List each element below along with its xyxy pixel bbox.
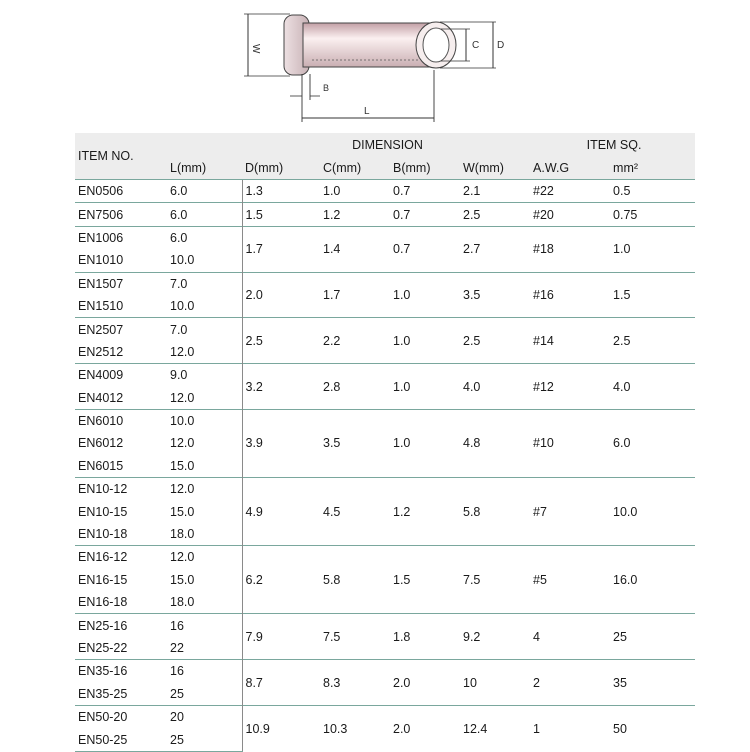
cell-c: 2.2 [320, 318, 390, 364]
cell-d: 1.7 [242, 226, 320, 272]
cell-l: 25 [167, 683, 242, 706]
cell-d: 1.5 [242, 203, 320, 226]
cell-l: 10.0 [167, 295, 242, 318]
cell-item-no: EN25-22 [78, 641, 128, 655]
header-item-no: ITEM NO. [78, 149, 134, 163]
cell-awg: #7 [530, 478, 610, 546]
cell-item-no: EN50-25 [75, 728, 167, 751]
cell-l: 15.0 [167, 569, 242, 591]
cell-d: 6.2 [242, 546, 320, 614]
cell-item-no: EN10-12 [75, 478, 167, 501]
cell-item-no: EN4009 [75, 364, 167, 387]
cell-mm2: 1.0 [610, 226, 695, 272]
cell-l: 22 [167, 637, 242, 660]
diagram-label-d: D [497, 40, 505, 51]
cell-c: 3.5 [320, 409, 390, 477]
cell-awg: #18 [530, 226, 610, 272]
table-row [75, 318, 695, 341]
cell-awg: #20 [530, 203, 610, 226]
cell-item-no: EN6012 [78, 436, 124, 451]
cell-w: 3.5 [460, 272, 530, 318]
cell-item-no: EN25-16 [75, 614, 167, 637]
header-item-sq: ITEM SQ. [586, 137, 642, 152]
table-row [75, 364, 695, 387]
cell-item-no: EN16-18 [78, 595, 128, 610]
cell-w: 5.8 [460, 478, 530, 546]
cell-item-no: EN6015 [78, 458, 124, 473]
cell-d: 2.0 [242, 272, 320, 318]
header-mm2: mm² [610, 156, 695, 180]
cell-item-no: EN2507 [75, 318, 167, 341]
cell-mm2: 0.5 [610, 180, 695, 203]
cell-mm2: 16.0 [610, 546, 695, 614]
cell-d: 4.9 [242, 478, 320, 546]
cell-b: 0.7 [390, 203, 460, 226]
diagram-label-w: W [250, 44, 261, 54]
cell-d: 2.5 [242, 318, 320, 364]
cell-d: 3.2 [242, 364, 320, 410]
cell-w: 12.4 [460, 705, 530, 751]
cell-item-no: EN1010 [78, 253, 124, 268]
cell-item-no: EN10-15 [78, 504, 128, 519]
cell-item-no: EN1510 [78, 299, 124, 314]
cell-b: 1.0 [390, 272, 460, 318]
cell-l: 12.0 [167, 387, 242, 410]
cell-mm2: 6.0 [610, 409, 695, 477]
cell-d: 3.9 [242, 409, 320, 477]
cell-item-no: EN0506 [75, 180, 167, 203]
cell-d: 8.7 [242, 660, 320, 706]
cell-l: 7.0 [167, 272, 242, 295]
cell-l: 12.0 [167, 478, 242, 501]
cell-b: 0.7 [390, 180, 460, 203]
ferrule-spec-table [75, 133, 695, 752]
cell-l: 12.0 [167, 432, 242, 454]
cell-l: 12.0 [167, 341, 242, 364]
cell-l: 12.0 [167, 546, 242, 569]
cell-b: 1.2 [390, 478, 460, 546]
cell-w: 7.5 [460, 546, 530, 614]
table-row [75, 409, 695, 432]
ferrule-dimension-diagram [0, 0, 750, 130]
table-row [75, 660, 695, 683]
cell-awg: #14 [530, 318, 610, 364]
cell-l: 6.0 [167, 203, 242, 226]
cell-l: 18.0 [167, 591, 242, 614]
diagram-label-l: L [364, 106, 370, 117]
cell-b: 1.8 [390, 614, 460, 660]
cell-c: 1.7 [320, 272, 390, 318]
cell-item-no: EN16-15 [78, 572, 128, 587]
cell-mm2: 35 [610, 660, 695, 706]
cell-l: 6.0 [167, 180, 242, 203]
cell-item-no: EN16-12 [75, 546, 167, 569]
header-b: B(mm) [390, 156, 460, 180]
cell-c: 10.3 [320, 705, 390, 751]
cell-item-no: EN35-16 [75, 660, 167, 683]
header-w: W(mm) [460, 156, 530, 180]
cell-w: 2.5 [460, 318, 530, 364]
cell-item-no: EN1507 [75, 272, 167, 295]
cell-awg: #16 [530, 272, 610, 318]
cell-awg: 1 [530, 705, 610, 751]
table-row [75, 226, 695, 249]
cell-l: 7.0 [167, 318, 242, 341]
header-dimension: DIMENSION [352, 137, 423, 152]
table-row [75, 180, 695, 203]
cell-c: 2.8 [320, 364, 390, 410]
diagram-label-b: B [323, 83, 330, 93]
table-row [75, 478, 695, 501]
cell-c: 4.5 [320, 478, 390, 546]
header-c: C(mm) [320, 156, 390, 180]
table-row [75, 546, 695, 569]
cell-c: 7.5 [320, 614, 390, 660]
cell-awg: #5 [530, 546, 610, 614]
cell-b: 2.0 [390, 705, 460, 751]
header-awg: A.W.G [530, 156, 610, 180]
cell-item-no: EN6010 [75, 409, 167, 432]
cell-item-no: EN10-18 [78, 527, 128, 542]
table-row [75, 705, 695, 728]
cell-awg: #12 [530, 364, 610, 410]
cell-l: 9.0 [167, 364, 242, 387]
cell-mm2: 10.0 [610, 478, 695, 546]
cell-b: 1.0 [390, 318, 460, 364]
cell-awg: 4 [530, 614, 610, 660]
cell-b: 1.0 [390, 364, 460, 410]
cell-b: 2.0 [390, 660, 460, 706]
cell-mm2: 2.5 [610, 318, 695, 364]
cell-awg: #22 [530, 180, 610, 203]
cell-mm2: 25 [610, 614, 695, 660]
cell-l: 25 [167, 728, 242, 751]
cell-d: 10.9 [242, 705, 320, 751]
cell-l: 10.0 [167, 249, 242, 272]
cell-w: 2.5 [460, 203, 530, 226]
cell-mm2: 0.75 [610, 203, 695, 226]
cell-mm2: 50 [610, 705, 695, 751]
cell-l: 15.0 [167, 500, 242, 522]
cell-c: 1.2 [320, 203, 390, 226]
cell-l: 15.0 [167, 455, 242, 478]
cell-d: 7.9 [242, 614, 320, 660]
cell-w: 4.0 [460, 364, 530, 410]
cell-item-no: EN4012 [78, 390, 124, 405]
cell-mm2: 4.0 [610, 364, 695, 410]
cell-b: 1.0 [390, 409, 460, 477]
cell-awg: 2 [530, 660, 610, 706]
cell-w: 4.8 [460, 409, 530, 477]
diagram-label-c: C [472, 40, 480, 51]
cell-w: 2.1 [460, 180, 530, 203]
header-d: D(mm) [242, 156, 320, 180]
table-row [75, 203, 695, 226]
table-body [75, 180, 695, 752]
cell-c: 8.3 [320, 660, 390, 706]
cell-c: 5.8 [320, 546, 390, 614]
cell-item-no: EN50-20 [75, 705, 167, 728]
cell-w: 10 [460, 660, 530, 706]
header-l: L(mm) [167, 156, 242, 180]
cell-c: 1.0 [320, 180, 390, 203]
cell-item-no: EN35-25 [78, 686, 128, 701]
cell-c: 1.4 [320, 226, 390, 272]
cell-l: 18.0 [167, 523, 242, 546]
cell-l: 16 [167, 660, 242, 683]
cell-l: 20 [167, 705, 242, 728]
cell-item-no: EN7506 [75, 203, 167, 226]
cell-b: 1.5 [390, 546, 460, 614]
cell-d: 1.3 [242, 180, 320, 203]
cell-b: 0.7 [390, 226, 460, 272]
table-row [75, 614, 695, 637]
table-row [75, 272, 695, 295]
cell-l: 16 [167, 614, 242, 637]
cell-mm2: 1.5 [610, 272, 695, 318]
cell-w: 2.7 [460, 226, 530, 272]
cell-w: 9.2 [460, 614, 530, 660]
cell-item-no: EN1006 [75, 226, 167, 249]
cell-awg: #10 [530, 409, 610, 477]
cell-item-no: EN2512 [78, 344, 124, 359]
cell-l: 6.0 [167, 226, 242, 249]
cell-l: 10.0 [167, 409, 242, 432]
